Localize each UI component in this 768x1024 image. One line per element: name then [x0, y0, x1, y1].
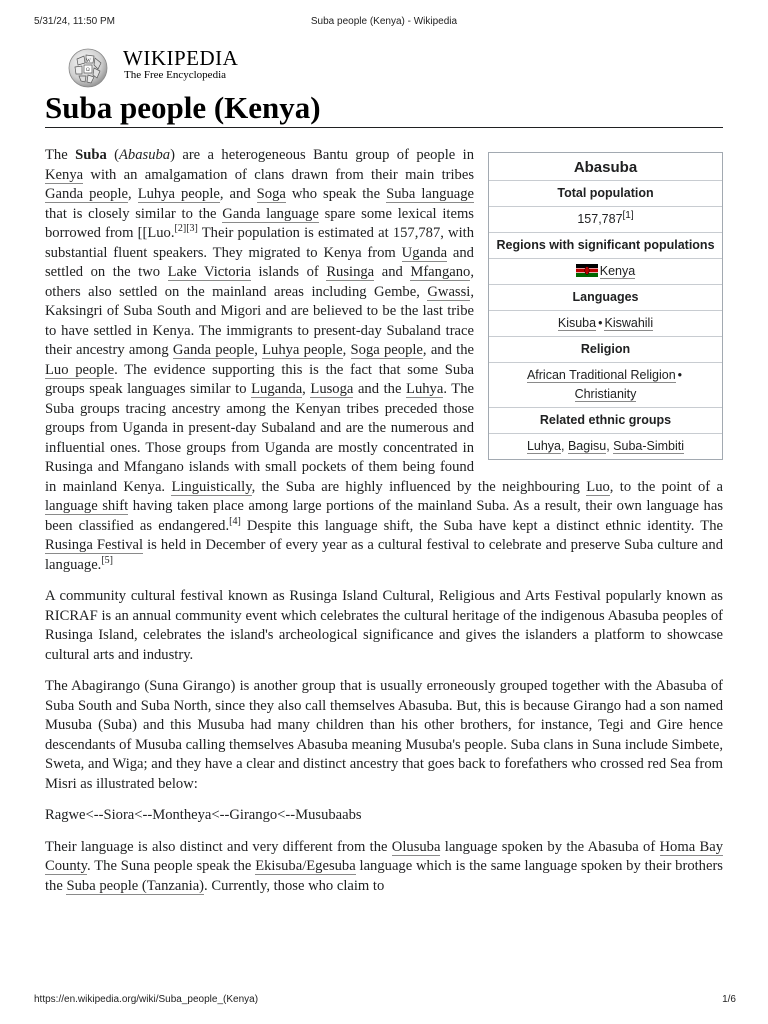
link-ganda-language[interactable]: Ganda language: [222, 205, 319, 222]
religion-christianity-link[interactable]: Christianity: [574, 387, 637, 401]
infobox-religion-label: Religion: [489, 336, 722, 362]
infobox-related-groups-row: [489, 433, 722, 459]
comma-separator: ,: [561, 439, 568, 453]
article-content: [45, 146, 723, 908]
citation-link[interactable]: [2]: [174, 223, 187, 235]
bold-suba: Suba: [75, 147, 107, 163]
link-luo-people[interactable]: Luo people: [45, 361, 115, 378]
link-homa-bay-county[interactable]: Homa Bay County: [45, 838, 723, 874]
link-linguistically[interactable]: Linguistically: [171, 478, 252, 495]
language-kiswahili-link[interactable]: Kiswahili: [604, 316, 654, 330]
link-olusuba[interactable]: Olusuba: [391, 838, 441, 855]
related-luhya-link[interactable]: Luhya: [526, 439, 562, 453]
wikipedia-logo[interactable]: [63, 43, 243, 89]
religion-traditional-link[interactable]: African Traditional Religion: [526, 368, 676, 382]
svg-text:Ω: Ω: [86, 68, 90, 73]
print-page-number: 1/6: [722, 994, 736, 1005]
citation-link[interactable]: [4]: [229, 515, 241, 527]
link-ganda-people[interactable]: Ganda people: [45, 186, 129, 202]
infobox-languages-row: [489, 310, 722, 336]
wikipedia-tagline: The Free Encyclopedia: [124, 69, 227, 81]
print-header: [0, 16, 768, 30]
link-luganda[interactable]: Luganda: [251, 381, 303, 397]
related-suba-simbiti-link[interactable]: Suba-Simbiti: [613, 439, 685, 453]
link-rusinga[interactable]: Rusinga: [326, 264, 375, 280]
link-kenya[interactable]: Kenya: [45, 166, 84, 183]
bullet-separator: •: [598, 316, 603, 330]
link-luhya-people[interactable]: Luhya people: [137, 186, 220, 202]
print-footer: [0, 994, 768, 1008]
related-bagisu-link[interactable]: Bagisu: [567, 439, 607, 453]
page-title: Suba people (Kenya): [45, 90, 321, 125]
link-uganda[interactable]: Uganda: [401, 244, 448, 261]
region-kenya-link[interactable]: Kenya: [599, 264, 636, 278]
print-datetime: 5/31/24, 11:50 PM: [34, 16, 115, 27]
infobox-region-row: [489, 258, 722, 284]
svg-text:W: W: [86, 59, 91, 64]
paragraph-language: Their language is also distinct and very different from the Olusuba language spoken by the Abasuba of Homa Bay County. The Suna people speak the Ekisuba/Egesuba language which is the same language spoken by their brothers the Suba people (Tanzania). Currently, those who claim to: [45, 838, 723, 894]
comma-separator: ,: [606, 439, 614, 453]
infobox-religion-row: [489, 362, 722, 407]
bullet-separator: •: [677, 368, 683, 382]
print-url: https://en.wikipedia.org/wiki/Suba_people_(Kenya): [34, 994, 259, 1005]
link-luo[interactable]: Luo: [586, 478, 610, 495]
link-mfangano[interactable]: Mfangano: [410, 264, 471, 280]
infobox-related-groups-label: Related ethnic groups: [489, 407, 722, 433]
kenya-flag-icon: [576, 264, 598, 277]
link-suba-language[interactable]: Suba language: [386, 186, 474, 202]
link-soga[interactable]: Soga: [256, 186, 286, 202]
link-ganda-people[interactable]: Ganda people: [172, 342, 255, 358]
infobox-total-population-label: Total population: [489, 181, 722, 206]
link-gwassi[interactable]: Gwassi: [427, 283, 471, 300]
link-language-shift[interactable]: language shift: [45, 498, 129, 514]
print-page-title: Suba people (Kenya) - Wikipedia: [310, 16, 458, 27]
citation-link[interactable]: [1]: [622, 209, 634, 221]
wikipedia-wordmark: WIKIPEDIA: [123, 46, 239, 70]
link-rusinga-festival[interactable]: Rusinga Festival: [45, 537, 144, 553]
link-luhya-people[interactable]: Luhya people: [262, 342, 343, 358]
population-number: 157,787: [577, 212, 623, 226]
citation-link[interactable]: [5]: [101, 554, 113, 566]
citation-link[interactable]: [3]: [186, 223, 198, 235]
paragraph-abagirango: The Abagirango (Suna Girango) is another group that is usually erroneously grouped together with the Abasuba of Suba South and Suba North, since they also call themselves Abasuba. But, this is because Girango had a son named Musuba (Suba) and this Musuba had many children than his other brothers, for instance, Tegi and Gire hence descendants of Musuba calling themselves Abasuba meaning Musuba's people. Suba clans in Suna include Simbete, Sweta, and Wiga; and they have a clear and distinct ancestry that goes back to forefathers who crossed red Sea from Misri as illustrated below:: [45, 678, 723, 792]
italic-abasuba: Abasuba: [119, 147, 171, 163]
link-lusoga[interactable]: Lusoga: [310, 381, 354, 397]
infobox-languages-label: Languages: [489, 284, 722, 310]
link-suba-people-tanzania[interactable]: Suba people (Tanzania): [66, 877, 205, 894]
title-divider: [45, 127, 723, 128]
language-kisuba-link[interactable]: Kisuba: [557, 316, 597, 330]
paragraph-intro: The Suba (Abasuba) are a heterogeneous Bantu group of people in Kenya with an amalgamation of clans drawn from their main tribes Ganda people, Luhya people, and Soga who speak the Suba language that is closely similar to the Ganda language spare some lexical items borrowed from [[Luo.[2][3] Their population is estimated at 157,787, with substantial fluent speakers. They migrated to Kenya from Uganda and settled on the two Lake Victoria islands of Rusinga and Mfangano, others also settled on the mainland areas including Gembe, Gwassi, Kaksingri of Suba South and Migori and are believed to be the last tribe to have settled in Kenya. The immigrants to present-day Subaland trace their ancestry among Ganda people, Luhya people, Soga people, and the Luo people. The evidence supporting this is the fact that some Suba groups speak languages similar to Luganda, Lusoga and the Luhya. The Suba groups tracing ancestry among the Kenyan tribes preceded those groups from Uganda in present-day Subaland and are the numerous and influential ones. Those groups from Uganda are mostly concentrated in Rusinga and Mfangano islands with small pockets of them being found in mainland Kenya. Linguistically, the Suba are highly influenced by the neighbouring Luo, to the point of a language shift having taken place among large portions of the mainland Suba. As a result, their own language has been classified as endangered.[4] Despite this language shift, the Suba have kept a distinct ethnic identity. The Rusinga Festival is held in December of every year as a cultural festival to celebrate and preserve Suba culture and language.[5]: [45, 147, 723, 573]
infobox-regions-label: Regions with significant populations: [489, 232, 722, 258]
wikipedia-globe-icon: [63, 43, 113, 89]
paragraph-lineage: Ragwe<--Siora<--Montheya<--Girango<--Musubaabs: [45, 807, 362, 823]
link-lake-victoria[interactable]: Lake Victoria: [167, 264, 251, 280]
paragraph-ricraf: A community cultural festival known as Rusinga Island Cultural, Religious and Arts Festival popularly known as RICRAF is an annual community event which celebrates the cultural heritage of the indigenous Abasuba peoples of Rusinga Island, celebrates the island's archeological significance and gives the islanders a platform to showcase cultural arts and industry.: [45, 588, 723, 663]
link-soga-people[interactable]: Soga people: [350, 342, 423, 358]
infobox-title: Abasuba: [489, 153, 722, 181]
infobox-total-population-value: [489, 206, 722, 232]
infobox: [488, 152, 723, 460]
link-luhya[interactable]: Luhya: [406, 381, 444, 397]
link-ekisuba-egesuba[interactable]: Ekisuba/Egesuba: [255, 858, 356, 874]
